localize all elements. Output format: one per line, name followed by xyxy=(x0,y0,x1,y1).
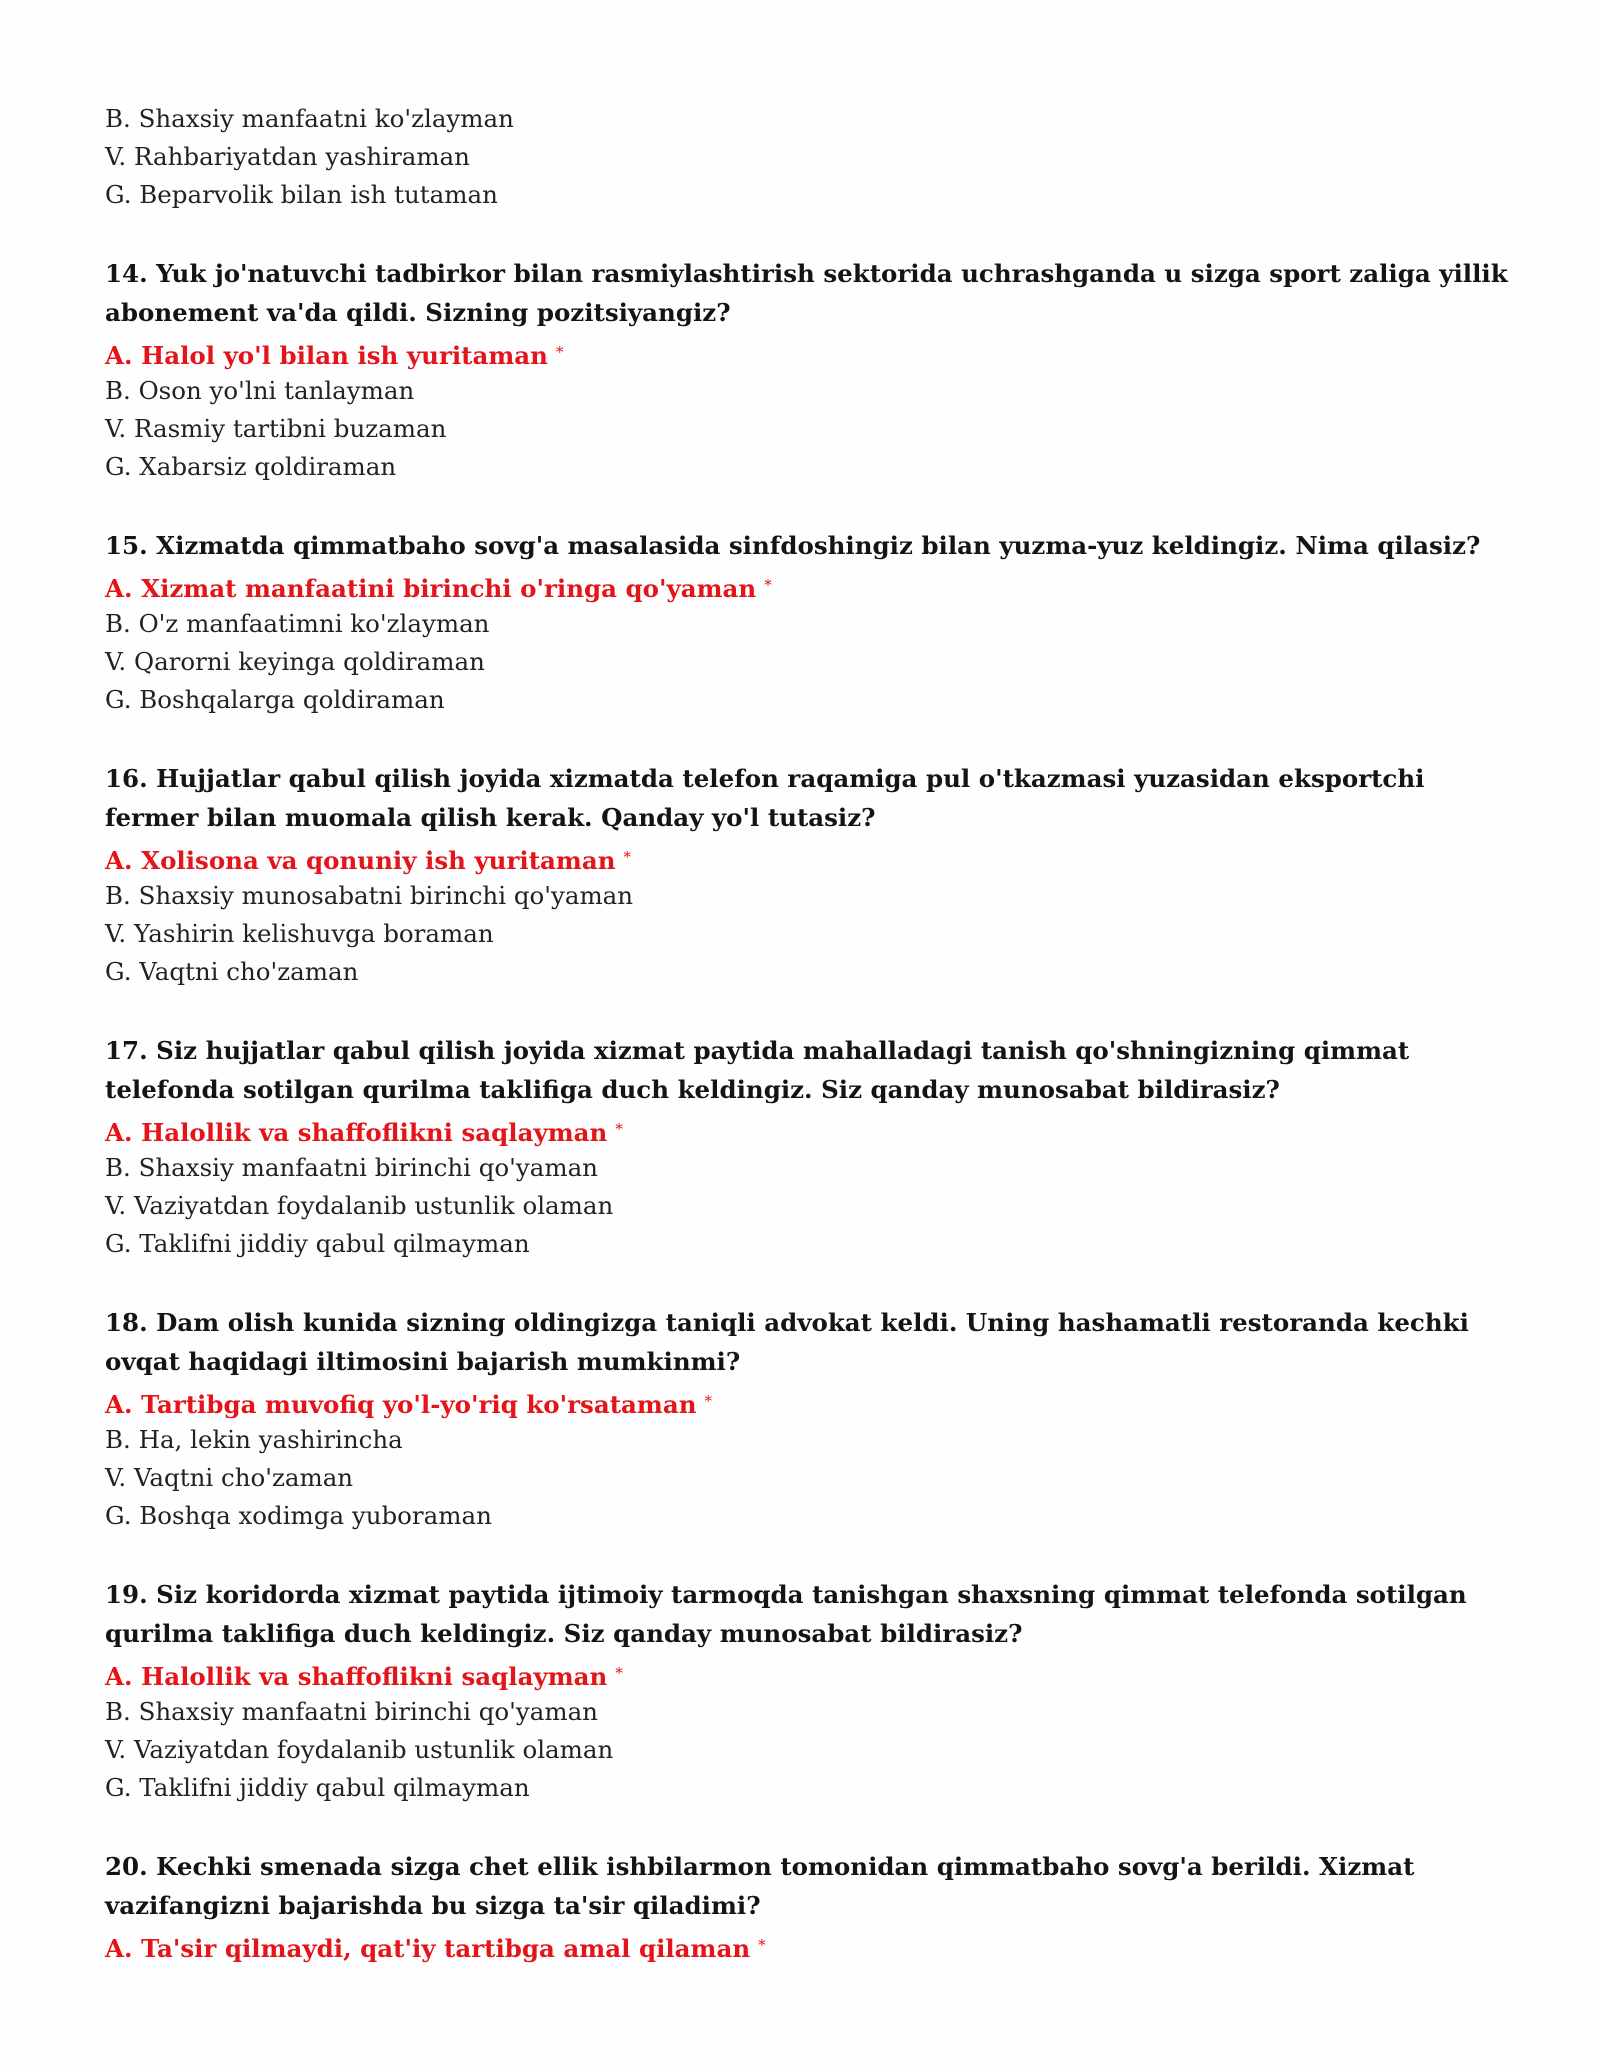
option-g: G. Boshqa xodimga yuboraman xyxy=(105,1501,492,1530)
correct-answer xyxy=(105,1653,1515,1693)
option-v: V. Vaqtni cho'zaman xyxy=(105,1463,354,1492)
option-v: V. Rahbariyatdan yashiraman xyxy=(105,142,470,171)
option-g: G. Xabarsiz qoldiraman xyxy=(105,452,397,481)
question-text: 17. Siz hujjatlar qabul qilish joyida xizmat paytida mahalladagi tanish qo'shningizning qimmat telefonda sotilgan qurilma taklifiga duch keldingiz. Siz qanday munosabat bildirasiz? xyxy=(105,1036,1410,1104)
correct-marker: * xyxy=(764,576,772,594)
correct-answer-text: A. Xolisona va qonuniy ish yuritaman xyxy=(105,846,616,875)
option-g: G. Boshqalarga qoldiraman xyxy=(105,685,445,714)
correct-marker: * xyxy=(623,848,632,866)
option-b: B. Shaxsiy munosabatni birinchi qo'yaman xyxy=(105,881,634,910)
document-page xyxy=(105,100,1515,1965)
correct-marker: * xyxy=(758,1936,766,1954)
option-v: V. Vaziyatdan foydalanib ustunlik olaman xyxy=(105,1191,614,1220)
option-g: G. Taklifni jiddiy qabul qilmayman xyxy=(105,1773,530,1802)
correct-answer-text: A. Xizmat manfaatini birinchi o'ringa qo'yaman xyxy=(105,574,757,603)
correct-answer xyxy=(105,837,1515,877)
option-g: G. Taklifni jiddiy qabul qilmayman xyxy=(105,1229,530,1258)
correct-answer xyxy=(105,1109,1515,1149)
question-18 xyxy=(105,1303,1515,1535)
option-b: B. O'z manfaatimni ko'zlayman xyxy=(105,609,490,638)
question-13-continuation xyxy=(105,100,1515,214)
question-text: 16. Hujjatlar qabul qilish joyida xizmatda telefon raqamiga pul o'tkazmasi yuzasidan eksportchi fermer bilan muomala qilish kerak. Qanday yo'l tutasiz? xyxy=(105,764,1425,832)
question-text: 19. Siz koridorda xizmat paytida ijtimoiy tarmoqda tanishgan shaxsning qimmat telefonda sotilgan qurilma taklifiga duch keldingiz. Siz qanday munosabat bildirasiz? xyxy=(105,1580,1467,1648)
option-v: V. Yashirin kelishuvga boraman xyxy=(105,919,494,948)
option-b: B. Oson yo'lni tanlayman xyxy=(105,376,415,405)
correct-answer-text: A. Halollik va shaffoflikni saqlayman xyxy=(105,1118,608,1147)
correct-answer-text: A. Tartibga muvofiq yo'l-yo'riq ko'rsataman xyxy=(105,1390,697,1419)
option-b: B. Shaxsiy manfaatni ko'zlayman xyxy=(105,104,514,133)
correct-answer xyxy=(105,1925,1515,1965)
correct-answer-text: A. Halol yo'l bilan ish yuritaman xyxy=(105,341,548,370)
option-v: V. Vaziyatdan foydalanib ustunlik olaman xyxy=(105,1735,614,1764)
question-text: 14. Yuk jo'natuvchi tadbirkor bilan rasmiylashtirish sektorida uchrashganda u sizga sport zaliga yillik abonement va'da qildi. Sizning pozitsiyangiz? xyxy=(105,259,1508,327)
question-17 xyxy=(105,1031,1515,1263)
option-b: B. Shaxsiy manfaatni birinchi qo'yaman xyxy=(105,1697,598,1726)
question-text: 20. Kechki smenada sizga chet ellik ishbilarmon tomonidan qimmatbaho sovg'a berildi. Xizmat vazifangizni bajarishda bu sizga ta'sir qiladimi? xyxy=(105,1852,1415,1920)
correct-marker: * xyxy=(704,1392,713,1410)
question-20 xyxy=(105,1847,1515,1965)
option-g: G. Vaqtni cho'zaman xyxy=(105,957,359,986)
correct-marker: * xyxy=(615,1120,623,1138)
correct-answer-text: A. Ta'sir qilmaydi, qat'iy tartibga amal qilaman xyxy=(105,1934,751,1963)
correct-answer xyxy=(105,332,1515,372)
correct-marker: * xyxy=(615,1664,623,1682)
option-g: G. Beparvolik bilan ish tutaman xyxy=(105,180,498,209)
question-text: 18. Dam olish kunida sizning oldingizga taniqli advokat keldi. Uning hashamatli restoranda kechki ovqat haqidagi iltimosini bajarish mumkinmi? xyxy=(105,1308,1469,1376)
option-b: B. Shaxsiy manfaatni birinchi qo'yaman xyxy=(105,1153,598,1182)
correct-answer xyxy=(105,1381,1515,1421)
question-text: 15. Xizmatda qimmatbaho sovg'a masalasida sinfdoshingiz bilan yuzma-yuz keldingiz. Nima qilasiz? xyxy=(105,531,1481,560)
question-16 xyxy=(105,759,1515,991)
question-14 xyxy=(105,254,1515,486)
correct-answer xyxy=(105,565,1515,605)
correct-marker: * xyxy=(555,343,564,361)
correct-answer-text: A. Halollik va shaffoflikni saqlayman xyxy=(105,1662,608,1691)
option-v: V. Qarorni keyinga qoldiraman xyxy=(105,647,485,676)
option-v: V. Rasmiy tartibni buzaman xyxy=(105,414,447,443)
question-15 xyxy=(105,526,1515,719)
option-b: B. Ha, lekin yashirincha xyxy=(105,1425,403,1454)
question-19 xyxy=(105,1575,1515,1807)
